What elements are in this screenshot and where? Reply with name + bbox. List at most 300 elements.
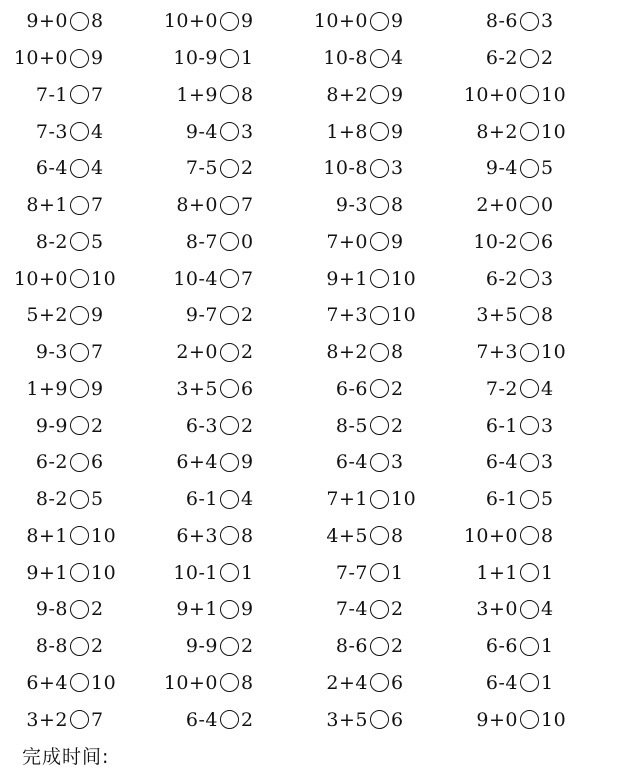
answer-circle[interactable] [370, 637, 389, 656]
comparison-problem [300, 665, 450, 702]
comparison-problem [450, 701, 600, 738]
problem-compare-value: 2 [391, 635, 404, 658]
comparison-problem [450, 260, 600, 297]
answer-circle[interactable] [520, 12, 539, 31]
problem-compare-value: 2 [391, 414, 404, 437]
problem-expression: 10+0 [163, 10, 218, 33]
problem-compare-value: 1 [541, 635, 554, 658]
problem-expression: 9+1 [176, 598, 218, 621]
problem-expression: 8+1 [26, 524, 68, 547]
answer-circle[interactable] [70, 122, 89, 141]
problem-expression: 6-2 [485, 267, 518, 290]
problem-compare-value: 2 [91, 598, 104, 621]
problem-compare-value: 4 [391, 47, 404, 70]
problem-compare-value: 3 [391, 157, 404, 180]
problem-expression: 10+0 [13, 47, 68, 70]
problem-compare-value: 8 [241, 83, 254, 106]
problem-expression: 6-1 [185, 488, 218, 511]
answer-circle[interactable] [220, 416, 239, 435]
comparison-problem [300, 150, 450, 187]
problem-expression: 7-1 [35, 83, 68, 106]
problem-expression: 10+0 [463, 83, 518, 106]
comparison-problem [0, 113, 150, 150]
problem-compare-value: 7 [91, 341, 104, 364]
problem-compare-value: 6 [391, 708, 404, 731]
answer-circle[interactable] [370, 12, 389, 31]
problem-expression: 4+5 [326, 524, 368, 547]
problem-compare-value: 6 [91, 451, 104, 474]
answer-circle[interactable] [70, 343, 89, 362]
comparison-problem [450, 187, 600, 224]
problem-expression: 1+1 [476, 561, 518, 584]
comparison-problem [300, 224, 450, 261]
problem-compare-value: 4 [541, 377, 554, 400]
comparison-problem [0, 40, 150, 77]
comparison-problem [300, 518, 450, 555]
comparison-problem [450, 77, 600, 114]
problem-expression: 9+1 [326, 267, 368, 290]
problem-compare-value: 2 [241, 157, 254, 180]
answer-circle[interactable] [520, 453, 539, 472]
comparison-problem [450, 297, 600, 334]
comparison-problem [450, 591, 600, 628]
problem-expression: 6-4 [185, 708, 218, 731]
problem-expression: 7+0 [326, 230, 368, 253]
comparison-problem [0, 77, 150, 114]
comparison-problem [0, 371, 150, 408]
answer-circle[interactable] [370, 563, 389, 582]
answer-circle[interactable] [70, 12, 89, 31]
problem-expression: 6-4 [485, 671, 518, 694]
problem-compare-value: 7 [241, 267, 254, 290]
answer-circle[interactable] [220, 379, 239, 398]
answer-circle[interactable] [220, 453, 239, 472]
answer-circle[interactable] [220, 673, 239, 692]
problem-compare-value: 9 [91, 304, 104, 327]
problem-compare-value: 1 [241, 47, 254, 70]
answer-circle[interactable] [70, 379, 89, 398]
problem-expression: 7-5 [185, 157, 218, 180]
answer-circle[interactable] [220, 710, 239, 729]
answer-circle[interactable] [370, 490, 389, 509]
problem-compare-value: 7 [91, 194, 104, 217]
answer-circle[interactable] [70, 453, 89, 472]
problem-compare-value: 3 [541, 414, 554, 437]
comparison-problem [450, 665, 600, 702]
problem-compare-value: 8 [241, 524, 254, 547]
answer-circle[interactable] [520, 269, 539, 288]
problem-expression: 8+2 [326, 83, 368, 106]
comparison-problem [450, 224, 600, 261]
problem-compare-value: 8 [91, 10, 104, 33]
comparison-problem [150, 518, 300, 555]
problem-expression: 6-4 [335, 451, 368, 474]
problem-expression: 2+4 [326, 671, 368, 694]
problem-compare-value: 9 [241, 451, 254, 474]
problem-expression: 3+2 [26, 708, 68, 731]
problem-expression: 8+2 [476, 120, 518, 143]
problem-expression: 7-7 [335, 561, 368, 584]
comparison-problem [0, 334, 150, 371]
problem-compare-value: 1 [241, 561, 254, 584]
problem-compare-value: 3 [241, 120, 254, 143]
comparison-problem [150, 224, 300, 261]
answer-circle[interactable] [70, 526, 89, 545]
comparison-problem [450, 628, 600, 665]
answer-circle[interactable] [220, 343, 239, 362]
comparison-problem [450, 3, 600, 40]
problem-expression: 9-9 [185, 635, 218, 658]
problem-compare-value: 10 [91, 267, 117, 290]
answer-circle[interactable] [520, 416, 539, 435]
answer-circle[interactable] [370, 232, 389, 251]
answer-circle[interactable] [370, 600, 389, 619]
problem-expression: 9-4 [485, 157, 518, 180]
comparison-problem [150, 371, 300, 408]
problem-compare-value: 4 [91, 120, 104, 143]
answer-circle[interactable] [220, 600, 239, 619]
answer-circle[interactable] [520, 306, 539, 325]
answer-circle[interactable] [520, 49, 539, 68]
comparison-problem [150, 40, 300, 77]
comparison-problem [450, 407, 600, 444]
comparison-problem [300, 260, 450, 297]
problem-compare-value: 10 [391, 488, 417, 511]
answer-circle[interactable] [70, 563, 89, 582]
problem-compare-value: 2 [391, 377, 404, 400]
problem-expression: 2+0 [476, 194, 518, 217]
answer-circle[interactable] [220, 85, 239, 104]
problem-expression: 6+3 [176, 524, 218, 547]
answer-circle[interactable] [520, 637, 539, 656]
problem-compare-value: 9 [391, 83, 404, 106]
answer-circle[interactable] [370, 710, 389, 729]
problem-expression: 10+0 [13, 267, 68, 290]
answer-circle[interactable] [370, 416, 389, 435]
comparison-problem [150, 260, 300, 297]
answer-circle[interactable] [370, 49, 389, 68]
answer-circle[interactable] [520, 673, 539, 692]
answer-circle[interactable] [70, 600, 89, 619]
problem-compare-value: 0 [241, 230, 254, 253]
comparison-problem [0, 224, 150, 261]
problem-expression: 9-8 [35, 598, 68, 621]
comparison-problem [450, 150, 600, 187]
answer-circle[interactable] [370, 306, 389, 325]
answer-circle[interactable] [70, 49, 89, 68]
comparison-problem [150, 3, 300, 40]
comparison-problem [300, 113, 450, 150]
comparison-problem [300, 3, 450, 40]
problem-expression: 8-6 [485, 10, 518, 33]
comparison-problem [300, 407, 450, 444]
problem-expression: 7-2 [485, 377, 518, 400]
comparison-problem [0, 665, 150, 702]
problem-expression: 8-5 [335, 414, 368, 437]
problem-expression: 6-3 [185, 414, 218, 437]
problem-compare-value: 5 [541, 488, 554, 511]
problem-compare-value: 9 [91, 47, 104, 70]
problem-expression: 6-6 [485, 635, 518, 658]
problem-expression: 6-6 [335, 377, 368, 400]
answer-circle[interactable] [370, 269, 389, 288]
comparison-problem [300, 371, 450, 408]
comparison-problem [0, 3, 150, 40]
answer-circle[interactable] [220, 122, 239, 141]
comparison-problem [300, 187, 450, 224]
problem-compare-value: 4 [241, 488, 254, 511]
problem-compare-value: 2 [541, 47, 554, 70]
problem-compare-value: 3 [541, 451, 554, 474]
answer-circle[interactable] [520, 563, 539, 582]
problem-expression: 6+4 [176, 451, 218, 474]
answer-circle[interactable] [370, 453, 389, 472]
problem-compare-value: 3 [541, 10, 554, 33]
problem-expression: 7-4 [335, 598, 368, 621]
comparison-problem [300, 481, 450, 518]
problem-expression: 7-3 [35, 120, 68, 143]
comparison-problem [300, 40, 450, 77]
comparison-problem [150, 554, 300, 591]
answer-circle[interactable] [70, 673, 89, 692]
answer-circle[interactable] [370, 526, 389, 545]
problem-compare-value: 6 [391, 671, 404, 694]
problem-compare-value: 0 [541, 194, 554, 217]
comparison-problem [150, 444, 300, 481]
problem-expression: 9-7 [185, 304, 218, 327]
problem-expression: 3+0 [476, 598, 518, 621]
answer-circle[interactable] [520, 343, 539, 362]
answer-circle[interactable] [70, 232, 89, 251]
comparison-problem [450, 554, 600, 591]
problem-expression: 6-2 [485, 47, 518, 70]
problem-expression: 2+0 [176, 341, 218, 364]
comparison-problem [0, 591, 150, 628]
problem-compare-value: 10 [541, 708, 567, 731]
answer-circle[interactable] [70, 306, 89, 325]
answer-circle[interactable] [70, 416, 89, 435]
problem-compare-value: 2 [241, 708, 254, 731]
comparison-problem [300, 701, 450, 738]
comparison-problem [150, 665, 300, 702]
problem-compare-value: 3 [391, 451, 404, 474]
comparison-problem [450, 371, 600, 408]
problem-compare-value: 10 [91, 524, 117, 547]
answer-circle[interactable] [70, 196, 89, 215]
problem-expression: 6-4 [485, 451, 518, 474]
comparison-problem [450, 334, 600, 371]
comparison-problem [0, 628, 150, 665]
answer-circle[interactable] [220, 269, 239, 288]
comparison-problem [150, 628, 300, 665]
answer-circle[interactable] [220, 196, 239, 215]
comparison-problem [150, 77, 300, 114]
problem-compare-value: 10 [91, 561, 117, 584]
answer-circle[interactable] [220, 490, 239, 509]
answer-circle[interactable] [220, 49, 239, 68]
problem-expression: 3+5 [176, 377, 218, 400]
answer-circle[interactable] [70, 637, 89, 656]
problem-expression: 8-2 [35, 230, 68, 253]
answer-circle[interactable] [520, 122, 539, 141]
problem-expression: 5+2 [26, 304, 68, 327]
problem-compare-value: 8 [541, 304, 554, 327]
answer-circle[interactable] [370, 379, 389, 398]
comparison-problem [0, 444, 150, 481]
answer-circle[interactable] [220, 12, 239, 31]
answer-circle[interactable] [520, 600, 539, 619]
comparison-problem [450, 113, 600, 150]
answer-circle[interactable] [70, 710, 89, 729]
problem-expression: 8-2 [35, 488, 68, 511]
problem-expression: 9+0 [476, 708, 518, 731]
problem-expression: 8-7 [185, 230, 218, 253]
answer-circle[interactable] [370, 343, 389, 362]
comparison-problem [0, 481, 150, 518]
comparison-problem [450, 40, 600, 77]
problem-compare-value: 9 [241, 10, 254, 33]
comparison-problem [300, 591, 450, 628]
problem-compare-value: 8 [391, 524, 404, 547]
problem-expression: 10-9 [173, 47, 218, 70]
problem-compare-value: 5 [91, 230, 104, 253]
answer-circle[interactable] [220, 232, 239, 251]
problem-compare-value: 2 [241, 414, 254, 437]
answer-circle[interactable] [70, 269, 89, 288]
comparison-problem [150, 407, 300, 444]
comparison-problem [450, 444, 600, 481]
problem-compare-value: 1 [541, 671, 554, 694]
problem-expression: 10-1 [173, 561, 218, 584]
problem-compare-value: 1 [541, 561, 554, 584]
problem-compare-value: 1 [391, 561, 404, 584]
answer-circle[interactable] [220, 563, 239, 582]
problem-compare-value: 6 [541, 230, 554, 253]
problem-expression: 10-2 [473, 230, 518, 253]
comparison-problem [0, 187, 150, 224]
comparison-problem [0, 701, 150, 738]
problem-expression: 1+8 [326, 120, 368, 143]
problem-compare-value: 8 [241, 671, 254, 694]
answer-circle[interactable] [520, 710, 539, 729]
comparison-problem [300, 444, 450, 481]
problem-grid [0, 3, 619, 738]
completion-time-label: 完成时间: [22, 746, 110, 768]
comparison-problem [150, 150, 300, 187]
problem-compare-value: 10 [91, 671, 117, 694]
problem-expression: 9-3 [335, 194, 368, 217]
problem-expression: 6-4 [35, 157, 68, 180]
problem-expression: 9+1 [26, 561, 68, 584]
problem-expression: 9-9 [35, 414, 68, 437]
problem-expression: 9-3 [35, 341, 68, 364]
problem-expression: 10+0 [313, 10, 368, 33]
answer-circle[interactable] [70, 159, 89, 178]
comparison-problem [150, 113, 300, 150]
comparison-problem [300, 554, 450, 591]
problem-compare-value: 4 [541, 598, 554, 621]
comparison-problem [0, 260, 150, 297]
answer-circle[interactable] [520, 379, 539, 398]
answer-circle[interactable] [70, 85, 89, 104]
answer-circle[interactable] [520, 232, 539, 251]
problem-expression: 6+4 [26, 671, 68, 694]
answer-circle[interactable] [370, 159, 389, 178]
problem-compare-value: 3 [541, 267, 554, 290]
problem-compare-value: 9 [391, 230, 404, 253]
problem-expression: 9-4 [185, 120, 218, 143]
problem-compare-value: 10 [541, 120, 567, 143]
comparison-problem [150, 334, 300, 371]
problem-expression: 9+0 [26, 10, 68, 33]
answer-circle[interactable] [520, 196, 539, 215]
problem-expression: 6-1 [485, 414, 518, 437]
problem-compare-value: 7 [241, 194, 254, 217]
problem-compare-value: 7 [91, 83, 104, 106]
problem-compare-value: 10 [391, 304, 417, 327]
problem-compare-value: 2 [91, 635, 104, 658]
problem-expression: 8+2 [326, 341, 368, 364]
problem-compare-value: 2 [391, 598, 404, 621]
comparison-problem [150, 297, 300, 334]
comparison-problem [300, 297, 450, 334]
answer-circle[interactable] [520, 526, 539, 545]
problem-expression: 10-4 [173, 267, 218, 290]
answer-circle[interactable] [220, 637, 239, 656]
problem-expression: 1+9 [176, 83, 218, 106]
comparison-problem [300, 334, 450, 371]
comparison-problem [0, 297, 150, 334]
answer-circle[interactable] [70, 490, 89, 509]
problem-expression: 10-8 [323, 157, 368, 180]
answer-circle[interactable] [220, 306, 239, 325]
answer-circle[interactable] [220, 159, 239, 178]
problem-expression: 10+0 [463, 524, 518, 547]
comparison-problem [300, 77, 450, 114]
problem-compare-value: 2 [241, 304, 254, 327]
problem-compare-value: 4 [91, 157, 104, 180]
problem-compare-value: 2 [241, 341, 254, 364]
problem-expression: 8-6 [335, 635, 368, 658]
answer-circle[interactable] [520, 490, 539, 509]
problem-compare-value: 10 [541, 341, 567, 364]
comparison-problem [450, 481, 600, 518]
problem-expression: 8-8 [35, 635, 68, 658]
comparison-problem [300, 628, 450, 665]
answer-circle[interactable] [220, 526, 239, 545]
problem-compare-value: 2 [241, 635, 254, 658]
problem-compare-value: 9 [391, 120, 404, 143]
answer-circle[interactable] [370, 85, 389, 104]
problem-expression: 3+5 [326, 708, 368, 731]
answer-circle[interactable] [520, 159, 539, 178]
comparison-problem [150, 187, 300, 224]
problem-compare-value: 10 [391, 267, 417, 290]
answer-circle[interactable] [370, 122, 389, 141]
problem-compare-value: 8 [391, 341, 404, 364]
problem-expression: 1+9 [26, 377, 68, 400]
problem-expression: 10+0 [163, 671, 218, 694]
answer-circle[interactable] [370, 196, 389, 215]
answer-circle[interactable] [520, 85, 539, 104]
comparison-problem [150, 481, 300, 518]
problem-expression: 6-1 [485, 488, 518, 511]
comparison-problem [0, 554, 150, 591]
problem-compare-value: 6 [241, 377, 254, 400]
problem-compare-value: 9 [391, 10, 404, 33]
answer-circle[interactable] [370, 673, 389, 692]
comparison-problem [0, 518, 150, 555]
